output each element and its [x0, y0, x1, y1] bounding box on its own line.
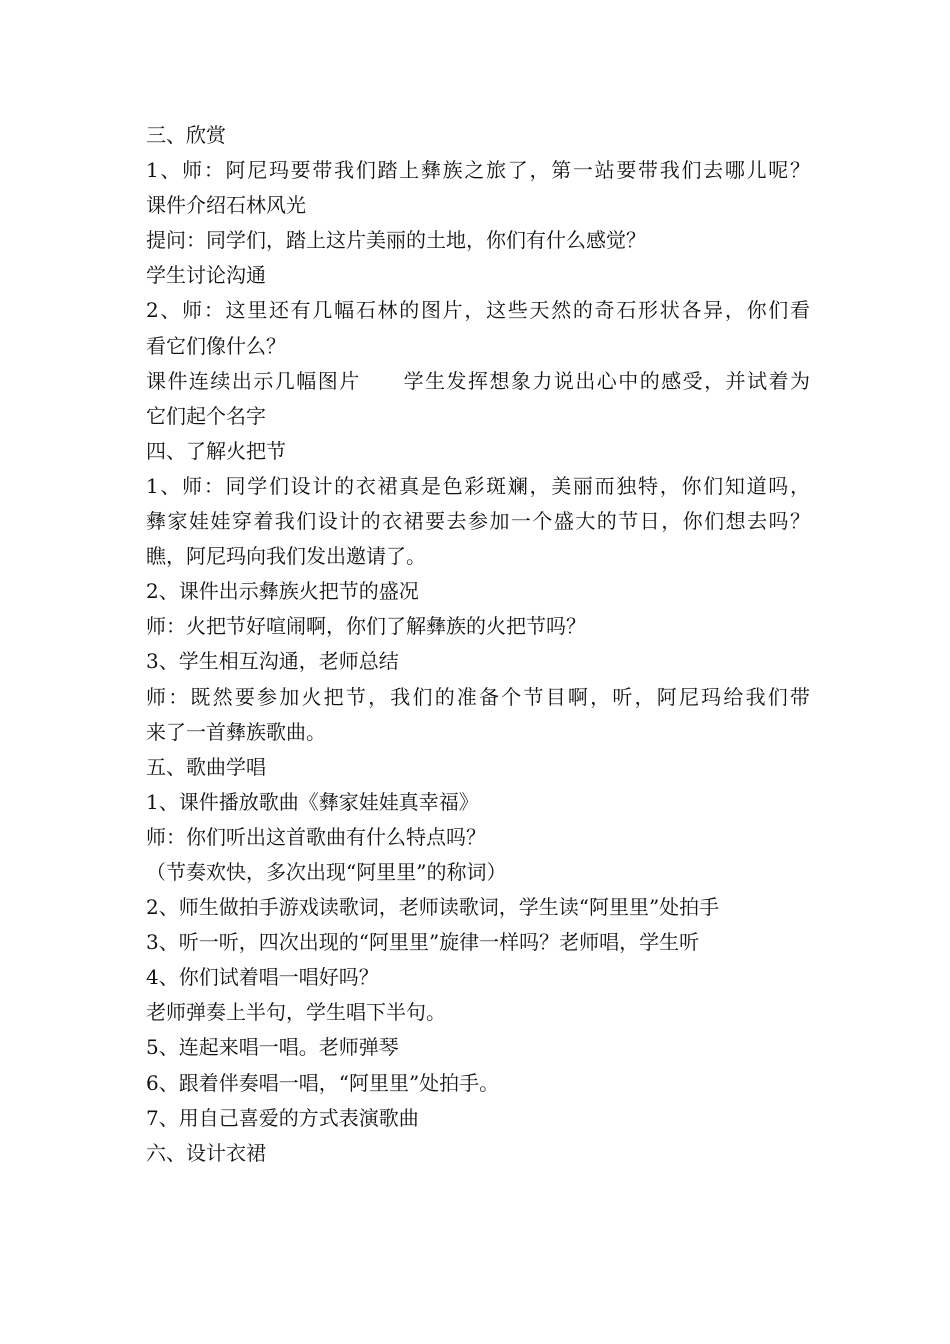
text-line: 学生讨论沟通 [146, 263, 266, 288]
text-line: （节奏欢快，多次出现“阿里里”的称词） [146, 859, 507, 884]
text-line: 1、师：阿尼玛要带我们踏上彝族之旅了，第一站要带我们去哪儿呢？ [146, 158, 810, 183]
text-line: 师：你们听出这首歌曲有什么特点吗？ [146, 824, 486, 849]
text-line: 它们起个名字 [146, 403, 266, 428]
text-line: 1、课件播放歌曲《彝家娃娃真幸福》 [146, 789, 479, 814]
section-heading: 三、欣赏 [146, 123, 226, 147]
text-line: 来了一首彝族歌曲。 [146, 719, 326, 744]
text-line: 3、学生相互沟通，老师总结 [146, 649, 399, 674]
text-line: 师：既然要参加火把节，我们的准备个节目啊，听，阿尼玛给我们带 [146, 684, 810, 709]
section-heading: 五、歌曲学唱 [146, 754, 266, 779]
text-line: 看它们像什么？ [146, 333, 286, 358]
text-line: 6、跟着伴奏唱一唱，“阿里里”处拍手。 [146, 1070, 500, 1095]
text-line: 2、师：这里还有几幅石林的图片，这些天然的奇石形状各异，你们看 [146, 298, 810, 323]
text-line: 4、你们试着唱一唱好吗？ [146, 965, 379, 990]
section-heading: 六、设计衣裙 [146, 1140, 266, 1165]
text-line: 彝家娃娃穿着我们设计的衣裙要去参加一个盛大的节日，你们想去吗？ [146, 509, 810, 534]
text-line: 2、课件出示彝族火把节的盛况 [146, 579, 419, 604]
text-line: 课件连续出示几幅图片 学生发挥想象力说出心中的感受，并试着为 [146, 368, 810, 393]
text-line: 7、用自己喜爱的方式表演歌曲 [146, 1105, 419, 1130]
text-line: 老师弹奏上半句，学生唱下半句。 [146, 1000, 446, 1025]
text-line: 2、师生做拍手游戏读歌词，老师读歌词，学生读“阿里里”处拍手 [146, 895, 720, 920]
section-heading: 四、了解火把节 [146, 438, 286, 463]
text-line: 提问：同学们，踏上这片美丽的土地，你们有什么感觉？ [146, 228, 646, 253]
text-line: 5、连起来唱一唱。老师弹琴 [146, 1035, 399, 1060]
text-line: 课件介绍石林风光 [146, 193, 306, 218]
text-line: 1、师：同学们设计的衣裙真是色彩斑斓，美丽而独特，你们知道吗， [146, 473, 810, 498]
text-line: 3、听一听，四次出现的“阿里里”旋律一样吗？老师唱，学生听 [146, 930, 700, 955]
text-line: 瞧，阿尼玛向我们发出邀请了。 [146, 544, 426, 569]
document-body [146, 118, 810, 1171]
text-line: 师：火把节好喧闹啊，你们了解彝族的火把节吗？ [146, 614, 586, 639]
